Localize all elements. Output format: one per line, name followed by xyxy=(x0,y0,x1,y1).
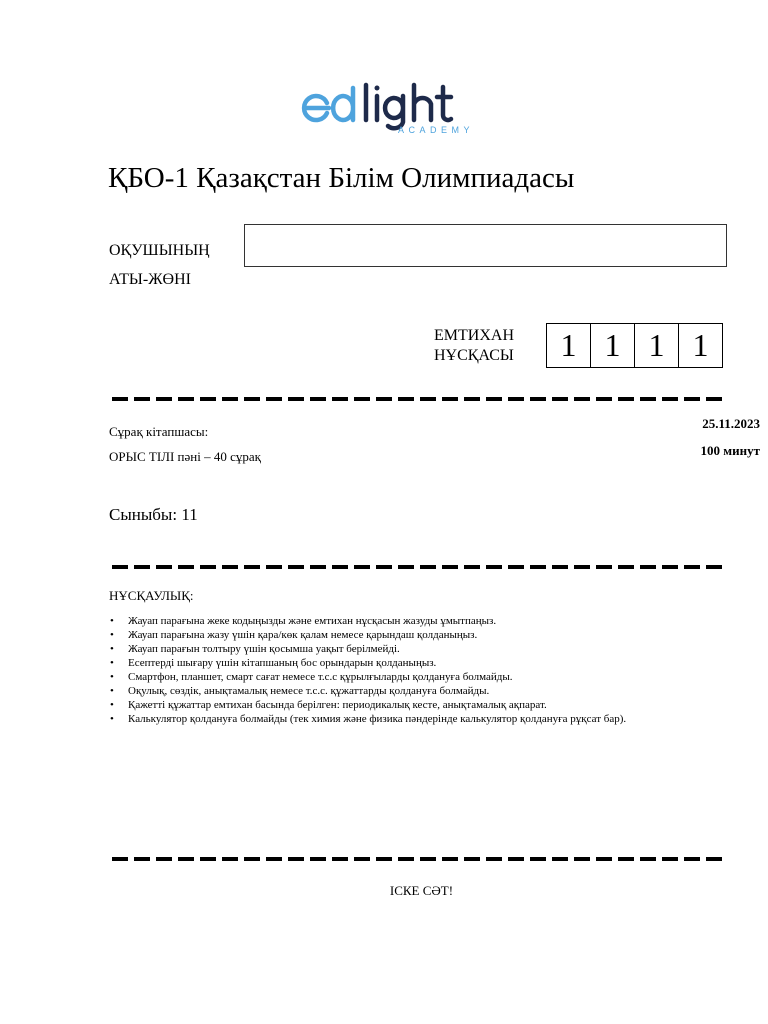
logo-academy-text: ACADEMY xyxy=(398,125,475,135)
grade-value: 11 xyxy=(181,505,198,524)
instruction-item: • Есептерді шығару үшін кітапшаның бос орындарын қолданыңыз. xyxy=(109,656,749,670)
page-title: ҚБО-1 Қазақстан Білім Олимпиадасы xyxy=(108,162,575,194)
exam-date: 25.11.2023 xyxy=(702,416,760,431)
variant-digit-box: 1 xyxy=(678,323,723,368)
exam-variant-boxes xyxy=(546,323,723,368)
instruction-item: • Жауап парағына жазу үшін қара/көк қалам немесе қарындаш қолданыңыз. xyxy=(109,628,749,642)
instructions-list xyxy=(109,614,749,726)
student-label-line2: АТЫ-ЖӨНІ xyxy=(109,271,191,288)
exam-variant-label xyxy=(434,326,514,366)
student-name-label xyxy=(109,236,210,294)
instruction-item: • Оқулық, сөздік, анықтамалық немесе т.с.с. құжаттарды қолдануға болмайды. xyxy=(109,684,749,698)
instruction-item: • Жауап парағын толтыру үшін қосымша уақыт берілмейді. xyxy=(109,642,749,656)
variant-digit-box: 1 xyxy=(546,323,591,368)
logo-ed-mark xyxy=(304,88,353,120)
instructions-title: НҰСҚАУЛЫҚ: xyxy=(109,588,194,603)
instruction-item: • Калькулятор қолдануға болмайды (тек химия және физика пәндерінде калькулятор қолдануға рұқсат бар). xyxy=(109,712,749,726)
closing-message: ІСКЕ СӘТ! xyxy=(389,883,454,898)
booklet-label: Сұрақ кітапшасы: xyxy=(109,424,209,439)
variant-digit-box: 1 xyxy=(590,323,635,368)
logo-light-letters xyxy=(366,85,451,128)
variant-label-line1: ЕМТИХАН xyxy=(434,327,514,344)
dashed-divider xyxy=(112,397,728,401)
variant-digit-box: 1 xyxy=(634,323,679,368)
grade-label: Сыныбы: xyxy=(109,505,178,524)
subject-info: ОРЫС ТІЛІ пәні – 40 сұрақ xyxy=(109,449,261,464)
dashed-divider xyxy=(112,857,728,861)
student-name-field[interactable] xyxy=(244,224,727,267)
instruction-item: • Жауап парағына жеке кодыңызды және емтихан нұсқасын жазуды ұмытпаңыз. xyxy=(109,614,749,628)
student-label-line1: ОҚУШЫНЫҢ xyxy=(109,242,210,259)
dashed-divider xyxy=(112,565,728,569)
exam-duration: 100 минут xyxy=(700,443,760,458)
variant-label-line2: НҰСҚАСЫ xyxy=(434,347,514,364)
instruction-item: • Қажетті құжаттар емтихан басында берілген: периодикалық кесте, анықтамалық ақпарат. xyxy=(109,698,749,712)
grade-info xyxy=(109,505,198,525)
instruction-item: • Смартфон, планшет, смарт сағат немесе т.с.с құрылғыларды қолдануға болмайды. xyxy=(109,670,749,684)
edlight-academy-logo xyxy=(300,76,480,136)
